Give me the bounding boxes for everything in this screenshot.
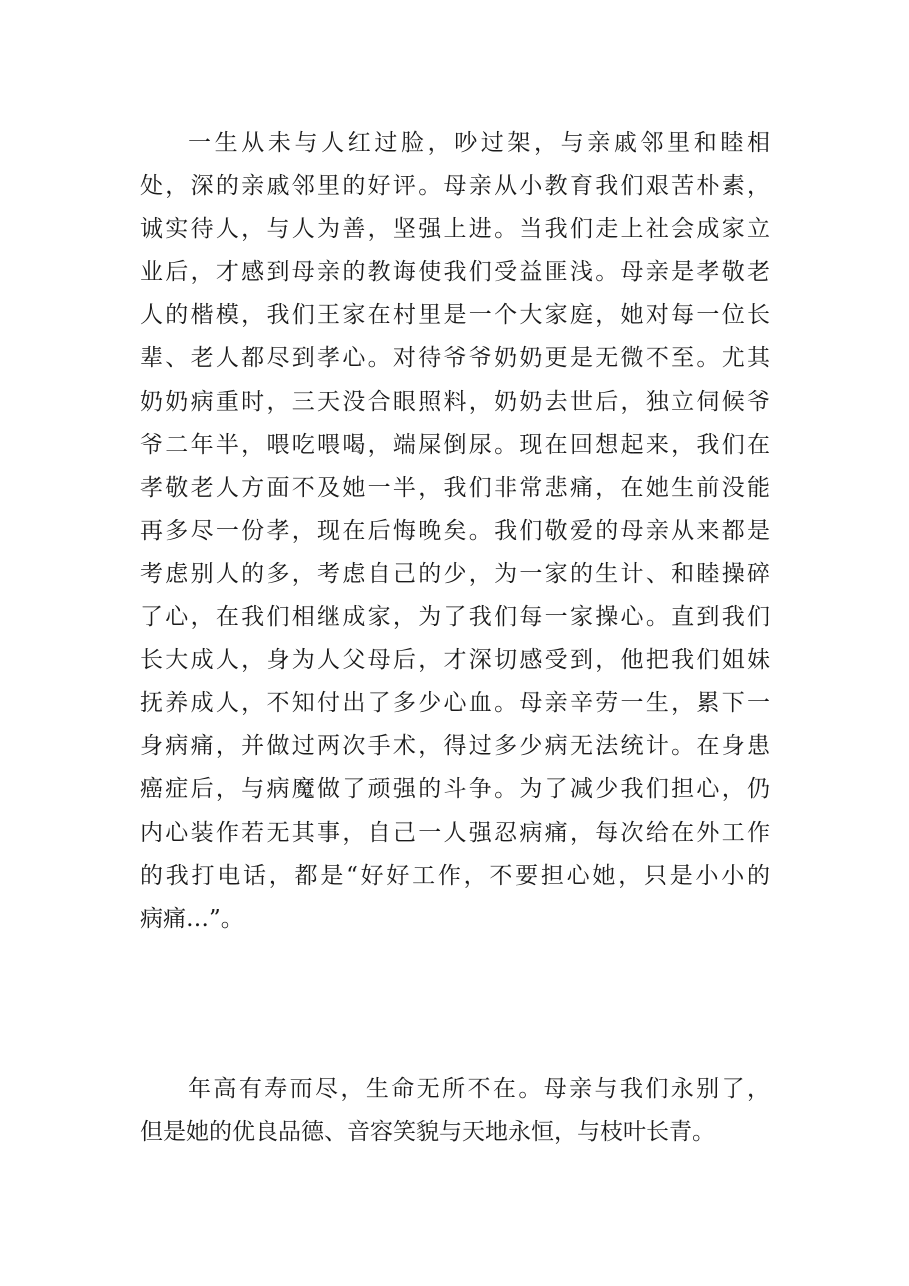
paragraph-line: 再多尽一份孝，现在后悔晚矣。我们敬爱的母亲从来都是 xyxy=(140,517,770,544)
paragraph-line: 了心，在我们相继成家，为了我们每一家操心。直到我们 xyxy=(140,604,770,631)
paragraph-line: 的我打电话，都是“好好工作，不要担心她，只是小小的 xyxy=(140,862,770,889)
paragraph-line: 人的楷模，我们王家在村里是一个大家庭，她对每一位长 xyxy=(140,302,770,329)
paragraph-line: 癌症后，与病魔做了顽强的斗争。为了减少我们担心，仍 xyxy=(140,776,770,803)
paragraph-line: 长大成人，身为人父母后，才深切感受到，他把我们姐妹 xyxy=(140,647,770,674)
paragraph-line: 爷二年半，喂吃喂喝，端屎倒尿。现在回想起来，我们在 xyxy=(140,431,770,458)
paragraph-line: 年高有寿而尽，生命无所不在。母亲与我们永别了， xyxy=(188,1076,770,1102)
paragraph-line: 诚实待人，与人为善，坚强上进。当我们走上社会成家立 xyxy=(140,216,770,243)
paragraph-line: 病痛…”。 xyxy=(140,905,244,932)
paragraph-line: 抚养成人，不知付出了多少心血。母亲辛劳一生，累下一 xyxy=(140,690,770,717)
paragraph-line: 孝敬老人方面不及她一半，我们非常悲痛，在她生前没能 xyxy=(140,474,770,501)
paragraph-line: 一生从未与人红过脸，吵过架，与亲戚邻里和睦相 xyxy=(188,130,770,156)
paragraph-line: 身病痛，并做过两次手术，得过多少病无法统计。在身患 xyxy=(140,733,770,760)
paragraph-1 xyxy=(140,122,770,941)
paragraph-2 xyxy=(140,1068,770,1154)
paragraph-line: 但是她的优良品德、音容笑貌与天地永恒，与枝叶长青。 xyxy=(140,1119,715,1146)
paragraph-line: 内心装作若无其事，自己一人强忍病痛，每次给在外工作 xyxy=(140,819,770,846)
paragraph-line: 处，深的亲戚邻里的好评。母亲从小教育我们艰苦朴素， xyxy=(140,173,770,200)
paragraph-line: 考虑别人的多，考虑自己的少，为一家的生计、和睦操碎 xyxy=(140,560,770,587)
paragraph-line: 业后，才感到母亲的教诲使我们受益匪浅。母亲是孝敬老 xyxy=(140,259,770,286)
paragraph-line: 奶奶病重时，三天没合眼照料，奶奶去世后，独立伺候爷 xyxy=(140,388,770,415)
paragraph-line: 辈、老人都尽到孝心。对待爷爷奶奶更是无微不至。尤其 xyxy=(140,345,770,372)
